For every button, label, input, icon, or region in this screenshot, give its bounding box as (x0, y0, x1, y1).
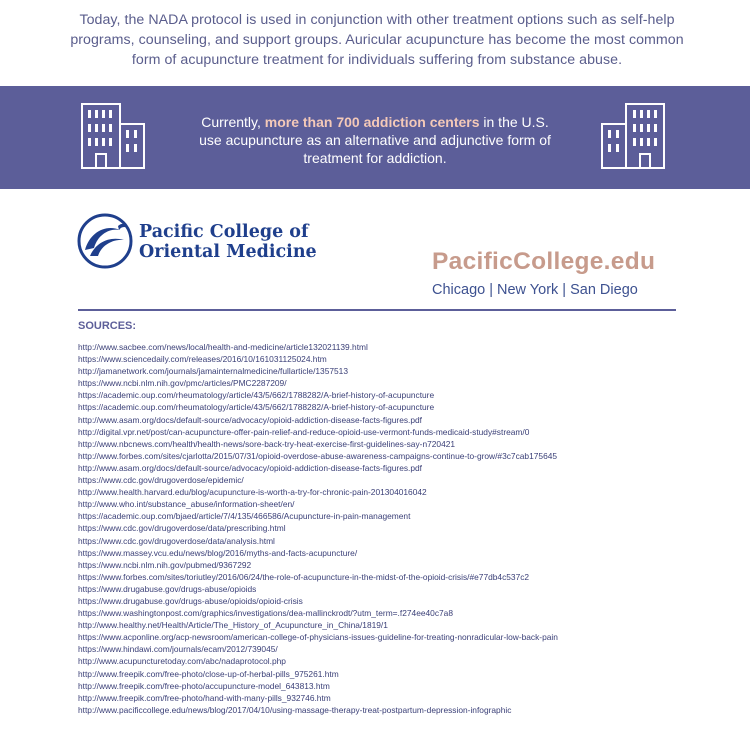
source-link[interactable]: https://www.hindawi.com/journals/ecam/2012/739045/ (78, 644, 278, 655)
banner-statistic-text (190, 113, 560, 167)
source-link[interactable]: https://www.washingtonpost.com/graphics/investigations/dea-mallinckrodt/?utm_term=.f274ee40c7a8 (78, 608, 453, 619)
logo-text-line1: Pacific College of (139, 222, 309, 242)
source-link[interactable]: https://academic.oup.com/rheumatology/article/43/5/662/1788282/A-brief-history-of-acupuncture (78, 402, 435, 413)
source-link[interactable]: https://www.cdc.gov/drugoverdose/data/analysis.html (78, 535, 275, 546)
statistic-banner (0, 86, 750, 189)
logo-text-line2: Oriental Medicine (139, 242, 317, 262)
sources-heading: SOURCES: (78, 320, 137, 332)
source-link[interactable]: https://www.ncbi.nlm.nih.gov/pmc/articles/PMC2287209/ (78, 378, 287, 389)
source-link[interactable]: https://www.acponline.org/acp-newsroom/american-college-of-physicians-issues-guideline-for-treating-nonradicular-low-back-pain (78, 632, 558, 643)
building-icon (78, 100, 150, 172)
source-link[interactable]: http://www.acupuncturetoday.com/abc/nadaprotocol.php (78, 656, 286, 667)
source-link[interactable]: http://www.health.harvard.edu/blog/acupuncture-is-worth-a-try-for-chronic-pain-201304016042 (78, 487, 427, 498)
source-link[interactable]: https://academic.oup.com/bjaed/article/7/4/135/466586/Acupuncture-in-pain-management (78, 511, 411, 522)
source-link[interactable]: http://www.freepik.com/free-photo/close-up-of-herbal-pills_975261.htm (78, 668, 339, 679)
source-link[interactable]: https://www.massey.vcu.edu/news/blog/2016/myths-and-facts-acupuncture/ (78, 547, 358, 558)
divider (78, 309, 676, 311)
source-link[interactable]: http://digital.vpr.net/post/can-acupuncture-offer-pain-relief-and-reduce-opioid-use-vermont-funds-medicaid-study#stream/0 (78, 426, 530, 437)
source-link[interactable]: https://www.cdc.gov/drugoverdose/data/prescribing.html (78, 523, 286, 534)
source-link[interactable]: http://www.who.int/substance_abuse/information-sheet/en/ (78, 499, 295, 510)
college-logo (76, 212, 316, 270)
campus-cities: Chicago | New York | San Diego (432, 282, 638, 298)
source-link[interactable]: https://www.drugabuse.gov/drugs-abuse/opioids/opioid-crisis (78, 595, 303, 606)
source-link[interactable]: https://www.cdc.gov/drugoverdose/epidemic/ (78, 475, 244, 486)
source-link[interactable]: http://www.forbes.com/sites/cjarlotta/2015/07/31/opioid-overdose-abuse-awareness-campaigns-continue-to-grow/#3c7cab175645 (78, 450, 558, 461)
source-link[interactable]: https://www.drugabuse.gov/drugs-abuse/opioids (78, 583, 257, 594)
source-link[interactable]: http://www.sacbee.com/news/local/health-and-medicine/article132021139.html (78, 342, 368, 352)
sources-list (78, 341, 698, 716)
source-link[interactable]: http://www.healthy.net/Health/Article/The_History_of_Acupuncture_in_China/1819/1 (78, 620, 388, 631)
source-link[interactable]: http://www.pacificcollege.edu/news/blog/2017/04/10/using-massage-therapy-treat-postpartum-depression-infographic (78, 704, 512, 715)
intro-paragraph: Today, the NADA protocol is used in conjunction with other treatment options such as self-help programs, counseling, and support groups. Auricular acupuncture has become the most common form of acupuncture treatment for individuals suffering from substance abuse. (70, 12, 684, 68)
source-link[interactable]: http://www.asam.org/docs/default-source/advocacy/opioid-addiction-disease-facts-figures.pdf (78, 462, 423, 473)
source-link[interactable]: https://www.sciencedaily.com/releases/2016/10/161031125024.htm (78, 354, 327, 365)
source-link[interactable]: https://www.forbes.com/sites/toriutley/2016/06/24/the-role-of-acupuncture-in-the-midst-of-the-opioid-crisis/#e77db4c537c2 (78, 571, 530, 582)
source-link[interactable]: http://www.freepik.com/free-photo/hand-with-many-pills_932746.htm (78, 692, 331, 703)
source-link[interactable]: http://jamanetwork.com/journals/jamainternalmedicine/fullarticle/1357513 (78, 366, 348, 377)
source-link[interactable]: http://www.freepik.com/free-photo/accupuncture-model_643813.htm (78, 680, 330, 691)
source-link[interactable]: http://www.asam.org/docs/default-source/advocacy/opioid-addiction-disease-facts-figures.pdf (78, 414, 423, 425)
building-icon (598, 100, 670, 172)
banner-highlight: more than 700 addiction centers (264, 114, 480, 130)
wave-logo-icon (76, 212, 134, 270)
website-url[interactable]: PacificCollege.edu (432, 248, 656, 275)
banner-text-prefix: Currently, (201, 114, 265, 130)
banner-text-suffix: in the U.S. use acupuncture as an alternative and adjunctive form of treatment for addiction. (199, 114, 551, 166)
source-link[interactable]: https://www.ncbi.nlm.nih.gov/pubmed/9367292 (78, 559, 252, 570)
source-link[interactable]: https://academic.oup.com/rheumatology/article/43/5/662/1788282/A-brief-history-of-acupuncture (78, 390, 435, 401)
source-link[interactable]: http://www.nbcnews.com/health/health-news/sore-back-try-heat-exercise-first-guidelines-say-n720421 (78, 438, 456, 449)
